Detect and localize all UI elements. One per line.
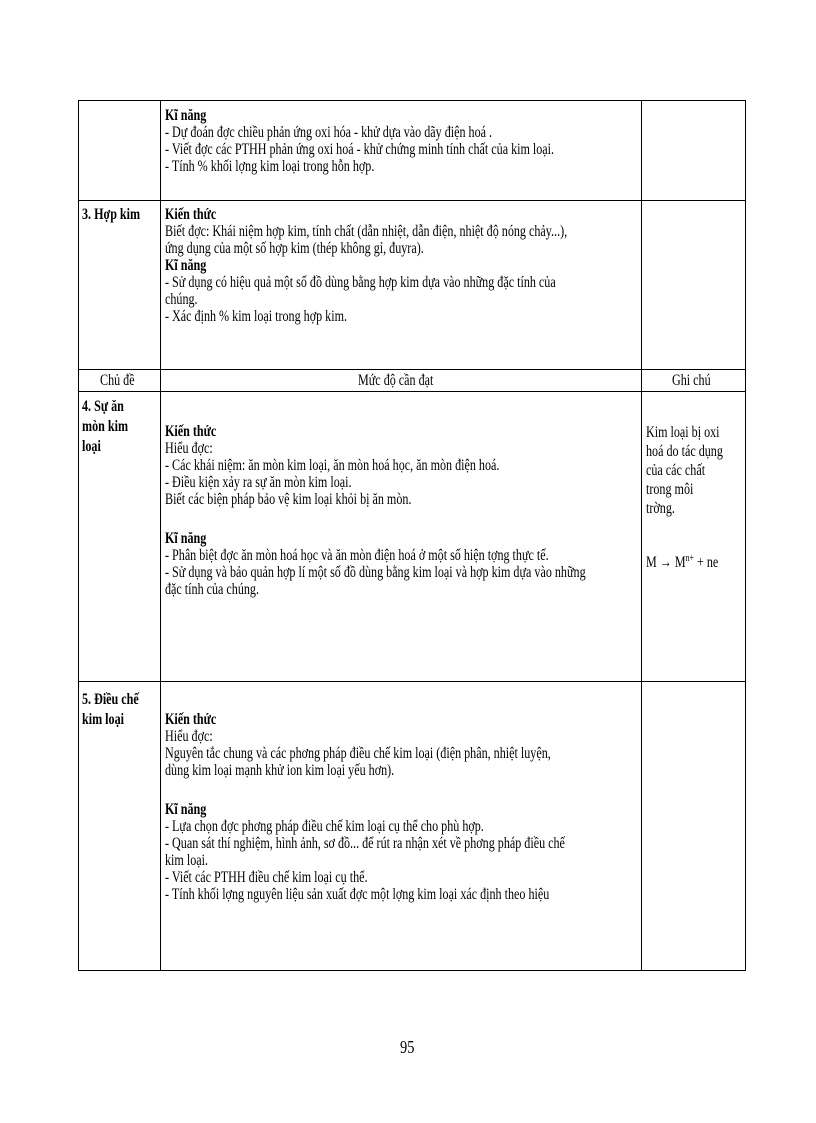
- header-level: [358, 372, 433, 389]
- row-corrosion-content: [165, 423, 586, 598]
- table-bottom-border: [78, 970, 746, 971]
- content-line: - Phân biệt đợc ăn mòn hoá học và ăn mòn điện hoá ở một số hiện tợng thực tế.: [165, 547, 549, 564]
- content-line: chúng.: [165, 291, 198, 308]
- note-line: trờng.: [646, 500, 675, 517]
- note-corrosion: [646, 423, 723, 518]
- row-skills-continued-content: [165, 107, 554, 175]
- section-heading: Kĩ năng: [165, 530, 207, 547]
- content-line: - Tính % khối lợng kim loại trong hỗn hợp.: [165, 158, 375, 175]
- table-column-divider: [641, 100, 642, 971]
- note-line: của các chất: [646, 462, 706, 479]
- header-label: Ghi chú: [672, 372, 711, 389]
- section-heading: Kĩ năng: [165, 257, 207, 274]
- row-metal-production-content: [165, 711, 565, 903]
- header-label: Mức độ cần đạt: [358, 372, 434, 389]
- content-line: dùng kim loại mạnh khử ion kim loại yếu hơn).: [165, 762, 395, 779]
- topic-alloy: [82, 206, 140, 223]
- content-line: đặc tính của chúng.: [165, 581, 260, 598]
- content-line: Biết các biện pháp bảo vệ kim loại khỏi bị ăn mòn.: [165, 491, 412, 508]
- table-row-divider: [78, 200, 746, 201]
- content-line: - Sử dụng và bảo quản hợp lí một số đồ dùng bằng kim loại và hợp kim dựa vào những: [165, 564, 586, 581]
- page-number: 95: [400, 1037, 415, 1057]
- header-note: [672, 372, 711, 389]
- note-line: Kim loại bị oxi: [646, 424, 720, 441]
- content-line: - Tính khối lợng nguyên liệu sản xuất đợc một lợng kim loại xác định theo hiệu: [165, 886, 550, 903]
- content-line: ứng dụng của một số hợp kim (thép không gỉ, đuyra).: [165, 240, 424, 257]
- content-line: - Viết các PTHH điều chế kim loại cụ thể.: [165, 869, 368, 886]
- content-line: - Xác định % kim loại trong hợp kim.: [165, 308, 348, 325]
- header-label: Chủ đề: [100, 372, 135, 389]
- topic-line: mòn kim: [82, 418, 129, 435]
- content-line: kim loại.: [165, 852, 208, 869]
- row-alloy-content: [165, 206, 567, 325]
- table-left-border: [78, 100, 79, 971]
- table-column-divider: [160, 100, 161, 971]
- header-topic: [100, 372, 135, 389]
- content-line: Hiểu đợc:: [165, 728, 213, 745]
- section-heading: Kiến thức: [165, 711, 217, 728]
- section-heading: Kĩ năng: [165, 107, 207, 124]
- table-row-divider: [78, 369, 746, 370]
- table-row-divider: [78, 391, 746, 392]
- section-heading: Kiến thức: [165, 206, 217, 223]
- table-right-border: [745, 100, 746, 971]
- topic-line: 3. Hợp kim: [82, 206, 141, 223]
- content-line: - Lựa chọn đợc phơng pháp điều chế kim loại cụ thể cho phù hợp.: [165, 818, 484, 835]
- content-line: Nguyên tắc chung và các phơng pháp điều chế kim loại (điện phân, nhiệt luyện,: [165, 745, 551, 762]
- formula-metal: M: [646, 554, 657, 572]
- arrow-icon: →: [659, 554, 672, 572]
- content-line: Biết đợc: Khái niệm hợp kim, tính chất (dẫn nhiệt, dẫn điện, nhiệt độ nóng chảy...),: [165, 223, 568, 240]
- content-line: - Sử dụng có hiệu quả một số đồ dùng bằng hợp kim dựa vào những đặc tính của: [165, 274, 556, 291]
- section-heading: Kĩ năng: [165, 801, 207, 818]
- formula-charge: n+: [685, 553, 694, 564]
- content-line: - Quan sát thí nghiệm, hình ảnh, sơ đồ... để rút ra nhận xét về phơng pháp điều chế: [165, 835, 565, 852]
- content-line: - Điều kiện xảy ra sự ăn mòn kim loại.: [165, 474, 352, 491]
- topic-line: loại: [82, 438, 101, 455]
- table-row-divider: [78, 681, 746, 682]
- oxidation-formula: [646, 550, 718, 571]
- note-line: hoá do tác dụng: [646, 443, 723, 460]
- topic-line: 4. Sự ăn: [82, 398, 124, 415]
- section-heading: Kiến thức: [165, 423, 217, 440]
- formula-ion: M: [674, 554, 686, 572]
- topic-line: kim loại: [82, 711, 124, 728]
- content-line: Hiểu đợc:: [165, 440, 213, 457]
- topic-corrosion: [82, 397, 128, 457]
- topic-metal-production: [82, 690, 139, 730]
- topic-line: 5. Điều chế: [82, 691, 139, 708]
- table-top-border: [78, 100, 746, 101]
- content-line: - Các khái niệm: ăn mòn kim loại, ăn mòn hoá học, ăn mòn điện hoá.: [165, 457, 500, 474]
- formula-electrons: + ne: [693, 554, 719, 572]
- content-line: - Viết đợc các PTHH phản ứng oxi hoá - khử chứng minh tính chất của kim loại.: [165, 141, 555, 158]
- content-line: - Dự đoán đợc chiều phản ứng oxi hóa - khử dựa vào dãy điện hoá .: [165, 124, 493, 141]
- note-line: trong môi: [646, 481, 694, 498]
